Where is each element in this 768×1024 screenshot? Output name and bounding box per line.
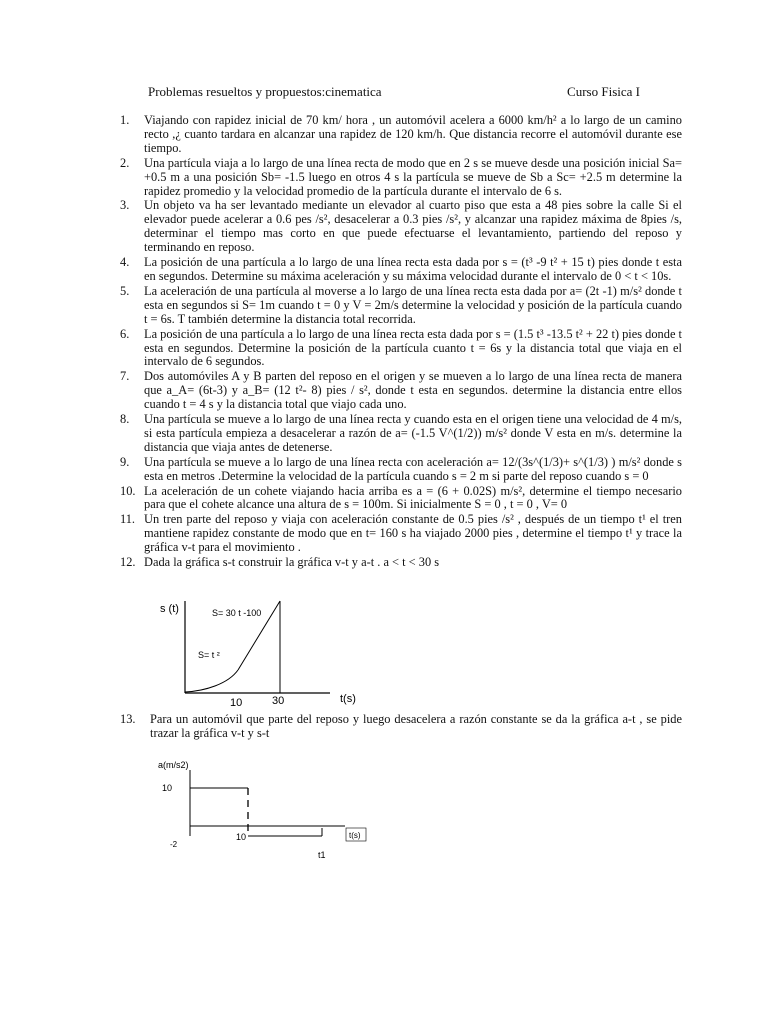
problem-number: 3.: [120, 198, 130, 213]
x-tick-10: 10: [230, 697, 243, 709]
x-axis-label: t(s): [340, 693, 356, 705]
problem-number: 7.: [120, 369, 130, 384]
x-tick-10: 10: [236, 832, 247, 842]
curve-label-b: S= 30 t -100: [212, 608, 262, 618]
parabola-curve: [185, 670, 238, 692]
problem-list: [120, 114, 682, 571]
x-tick-30: 30: [272, 695, 285, 707]
curve-label-a: S= t ²: [198, 650, 220, 660]
problem-item: [120, 199, 682, 255]
problem-number: 1.: [120, 113, 130, 127]
problem-text: La aceleración de una partícula al moverse a lo largo de una línea recta esta dada por a= (2t -1) m/s² donde t esta en segundos si S= 1m cuando t = 0 y V = 2m/s determine la velocidad y posición de la partícula cuando t = 6s. T también determine la distancia total recorrida.: [144, 283, 682, 326]
problem-text: Un objeto va ha ser levantado mediante un elevador al cuarto piso que esta a 48 pies sobre la calle Si el elevador puede acelerar a 0.6 pes /s², desacelerar a 0.3 pies /s², y alcanzar una rapidez máxima de 8pies /s, determinar el tiempo mas corto en que puede efectuarse el levantamiento, partiendo del reposo y terminando en reposo.: [144, 198, 682, 255]
problem-item: [120, 285, 682, 327]
problem-number: 4.: [120, 255, 130, 270]
problem-text: Dos automóviles A y B parten del reposo en el origen y se mueven a lo largo de una línea recta de manera que a_A= (6t-3) y a_B= (12 t²- 8) pies / s², donde t esta en segundos. determine la distancia entre ellos cuando t = 4 s y la distancia total que viajo cada uno.: [144, 369, 682, 412]
y-tick-10: 10: [162, 783, 173, 793]
problem-item: [120, 413, 682, 455]
problem-number: 2.: [120, 155, 130, 170]
problem-item: [120, 114, 682, 156]
problem-number: 8.: [120, 412, 130, 427]
problem-number: 6.: [120, 326, 130, 341]
problem-text: La posición de una partícula a lo largo de una línea recta esta dada por s = (t³ -9 t² + 15 t) pies donde t esta en segundos. Determine su máxima aceleración y su máxima velocidad durante el intervalo de 0 < t < 10s.: [144, 255, 682, 283]
t1-label: t1: [318, 850, 326, 860]
header-title: Problemas resueltos y propuestos:cinematica: [148, 84, 382, 99]
problem-text: Una partícula se mueve a lo largo de una línea recta con aceleración a= 12/(3s^(1/3)+ s^(1/3) ) m/s² donde s esta en metros .Determine la velocidad de la partícula cuando s = 2 m si parte del reposo cuando s = 0: [144, 454, 682, 483]
problem-text: Viajando con rapidez inicial de 70 km/ hora , un automóvil acelera a 6000 km/h² a lo largo de un camino recto ,¿ cuanto tardara en alcanzar una rapidez de 120 km/h. Que distancia recorre el automóvil durante ese tiempo.: [144, 113, 682, 155]
problem-text: La posición de una partícula a lo largo de una línea recta esta dada por s = (1.5 t³ -13.5 t² + 22 t) pies donde t esta en segundos. Determine la posición de la partícula cuanto t = 6s y la distancia total que viaja en el intervalo de 6 segundos.: [144, 326, 682, 369]
problem-text: Un tren parte del reposo y viaja con aceleración constante de 0.5 pies /s² , después de un tiempo t¹ el tren mantiene rapidez constante de modo que en t= 160 s ha viajado 2000 pies , determine el tiempo t¹ y trace la gráfica v-t para el movimiento .: [144, 512, 682, 555]
problem-number: 12.: [120, 555, 136, 570]
problem-item: [120, 256, 682, 284]
problem-number: 5.: [120, 283, 130, 298]
y-axis-label: a(m/s2): [158, 760, 189, 770]
y-axis-label: s (t): [160, 603, 179, 615]
problem-number: 11.: [120, 512, 136, 527]
problem-number: 9.: [120, 454, 130, 469]
problem-item: [120, 456, 682, 484]
problem-item: [120, 485, 682, 513]
problem-text: Una partícula viaja a lo largo de una línea recta de modo que en 2 s se mueve desde una posición inicial Sa= +0.5 m a una posición Sb= -1.5 luego en otros 4 s la partícula se mueve de Sb a Sc= +2.5 m determine la rapidez promedio y la velocidad promedio de la partícula durante el intervalo de 6 s.: [144, 155, 682, 198]
st-graph: [150, 596, 370, 711]
problem-item: [120, 513, 682, 555]
problem-text: Una partícula se mueve a lo largo de una línea recta y cuando esta en el origen tiene una velocidad de 4 m/s, si esta partícula empieza a desacelerar a razón de a= (-1.5 V^(1/2)) m/s² donde V esta en m/s. determine la distancia que viaja antes de detenerse.: [144, 412, 682, 454]
problem-item: [120, 712, 682, 740]
problem-text: La aceleración de un cohete viajando hacia arriba es a = (6 + 0.02S) m/s², determine el tiempo necesario para que el cohete alcance una altura de s = 100m. Si inicialmente S = 0 , t = 0 , V= 0: [144, 483, 682, 512]
problem-number: 10.: [120, 483, 136, 498]
problem-item: [120, 370, 682, 412]
problem-number: 13.: [120, 712, 136, 726]
y-tick-neg2: -2: [170, 840, 178, 849]
x-axis-label: t(s): [349, 831, 361, 840]
header-course: Curso Fisica I: [567, 84, 640, 99]
problem-text: Para un automóvil que parte del reposo y luego desacelera a razón constante se da la gráfica a-t , se pide trazar la gráfica v-t y s-t: [150, 712, 682, 740]
problem-item: [120, 328, 682, 370]
problem-text: Dada la gráfica s-t construir la gráfica v-t y a-t . a < t < 30 s: [144, 555, 440, 570]
at-graph: [150, 754, 380, 866]
problem-item: [120, 157, 682, 199]
problem-item: [120, 556, 682, 570]
